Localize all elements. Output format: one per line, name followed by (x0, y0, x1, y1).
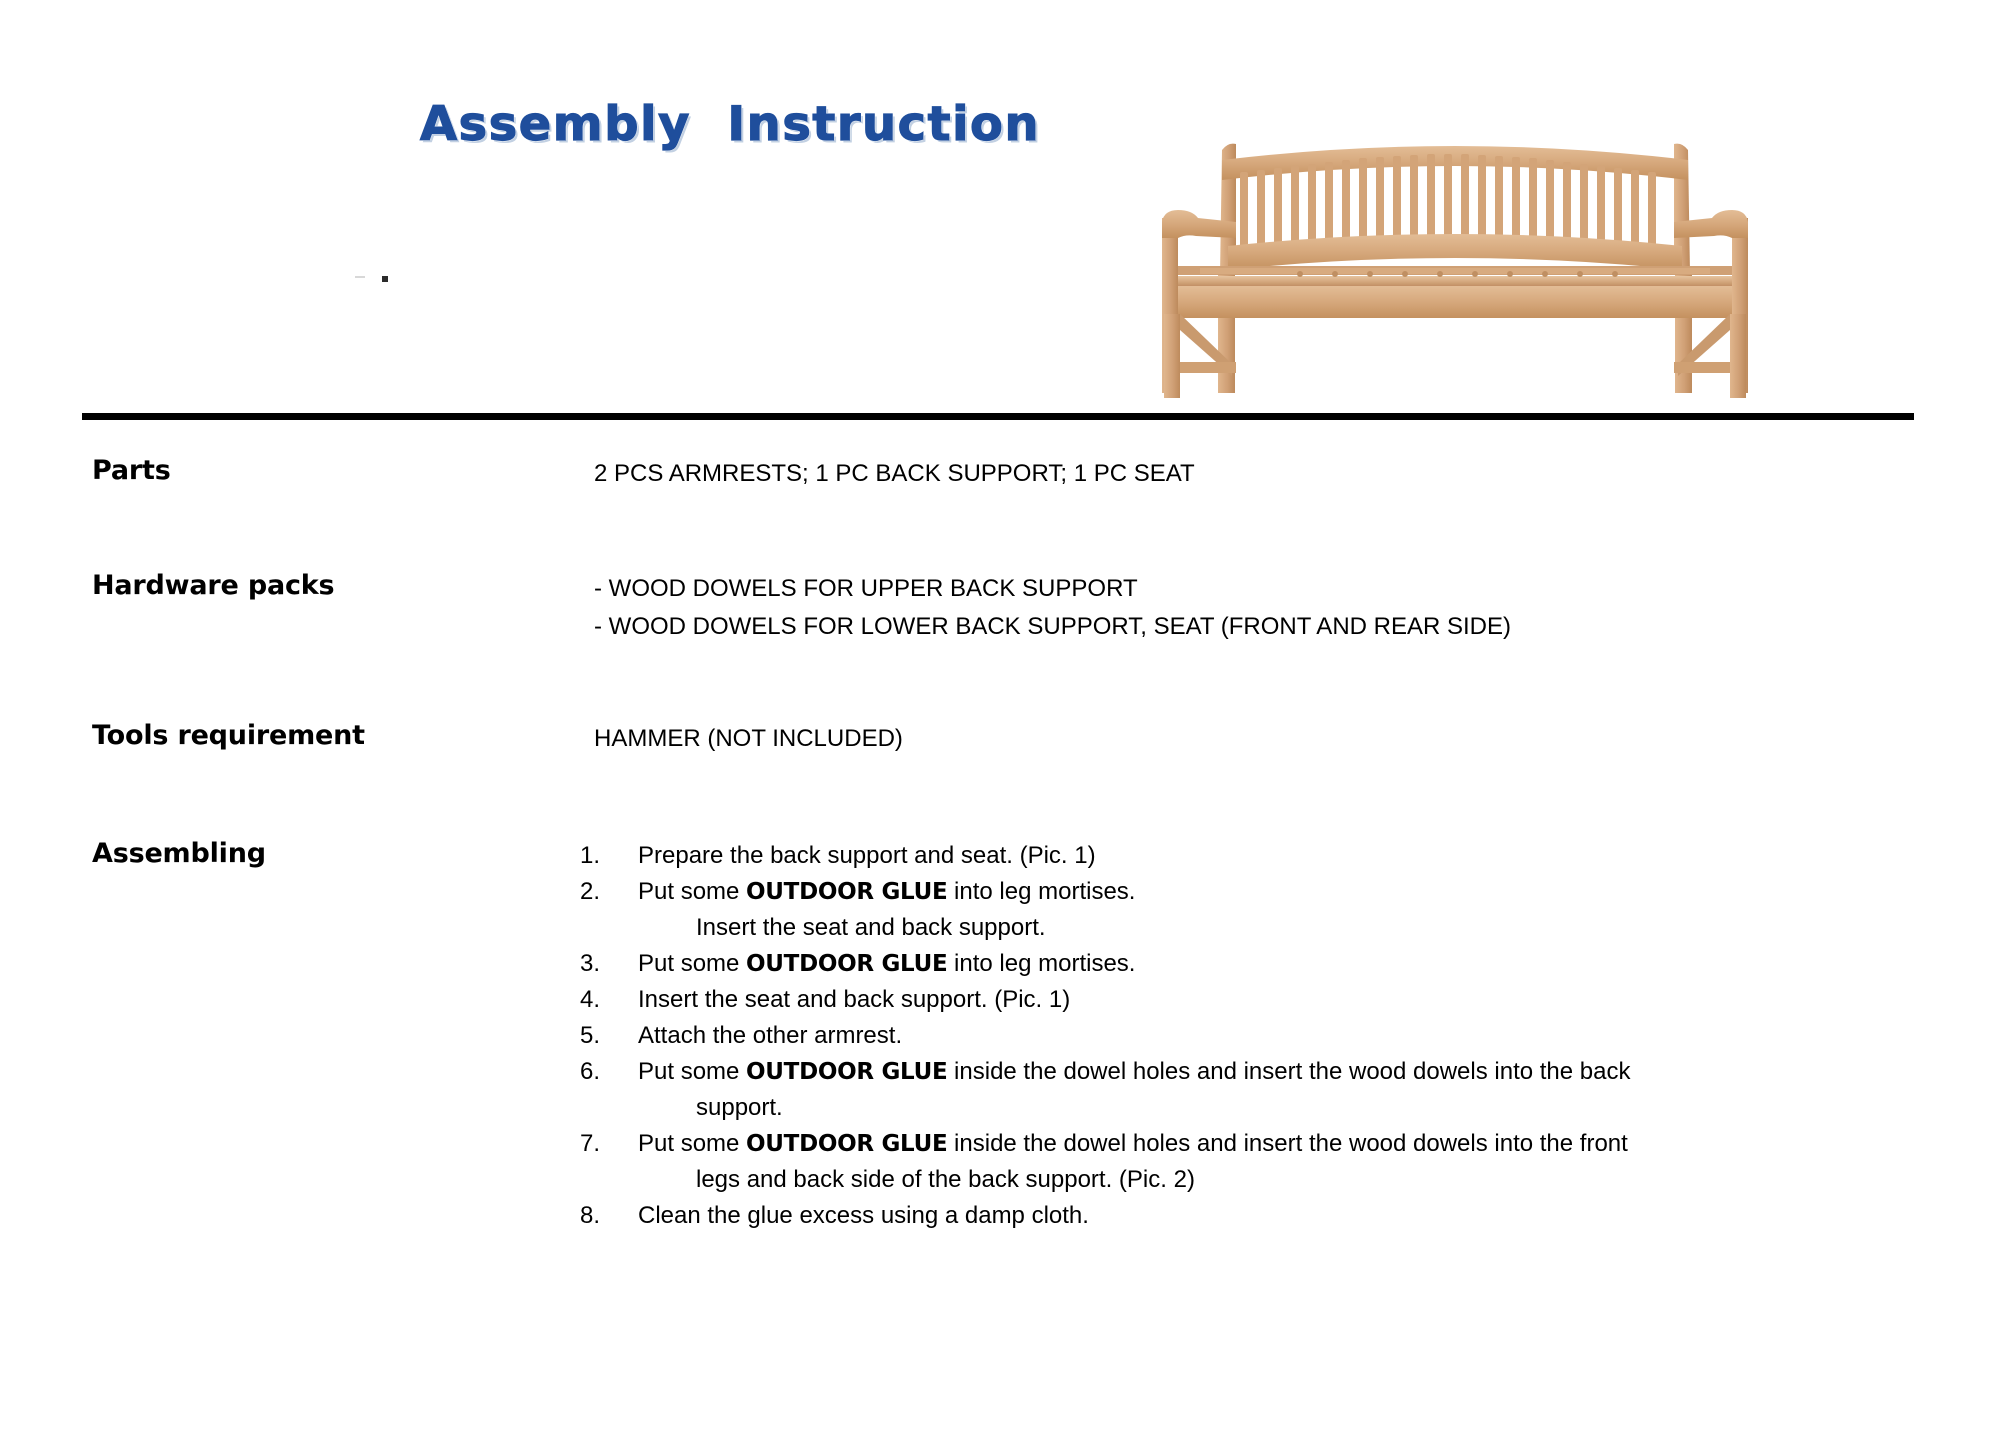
step-text-pre: Put some (638, 878, 747, 905)
hardware-packs-lines (594, 570, 1511, 646)
stray-mark-dash (355, 276, 365, 278)
assembling-steps-list (580, 838, 1920, 1234)
step-text (638, 946, 1920, 982)
step-number: 3. (580, 950, 601, 977)
assembling-step (580, 838, 1920, 874)
parts-label: Parts (92, 455, 171, 486)
assembling-step (580, 982, 1920, 1018)
assembling-label: Assembling (92, 838, 266, 869)
step-number: 1. (580, 842, 601, 869)
outdoor-glue-emphasis: OUTDOOR GLUE (746, 1059, 948, 1085)
step-number: 2. (580, 878, 601, 905)
outdoor-glue-emphasis: OUTDOOR GLUE (746, 951, 948, 977)
step-number: 4. (580, 986, 601, 1013)
step-text-post: inside the dowel holes and insert the wood dowels into the back (947, 1058, 1631, 1085)
assembling-step (580, 1198, 1920, 1234)
step-text-pre: Prepare the back support and seat. (Pic. 1) (638, 842, 1096, 869)
step-number: 7. (580, 1130, 601, 1157)
outdoor-glue-emphasis: OUTDOOR GLUE (746, 1131, 948, 1157)
step-text-pre: Put some (638, 1130, 747, 1157)
assembling-step (580, 1126, 1920, 1198)
step-text-pre: Put some (638, 950, 747, 977)
stray-mark-dot (382, 276, 388, 282)
step-number: 5. (580, 1022, 601, 1049)
assembling-step (580, 1054, 1920, 1126)
step-text (638, 874, 1920, 910)
teak-garden-bench-photo (1140, 118, 1770, 403)
assembling-step (580, 946, 1920, 982)
step-continuation-line: Insert the seat and back support. (696, 914, 1046, 941)
step-text-pre: Attach the other armrest. (638, 1022, 903, 1049)
step-text-pre: Insert the seat and back support. (Pic. 1) (638, 986, 1071, 1013)
hardware-line: - WOOD DOWELS FOR LOWER BACK SUPPORT, SEAT (FRONT AND REAR SIDE) (594, 613, 1512, 640)
step-text (638, 1018, 1920, 1054)
parts-value: 2 PCS ARMRESTS; 1 PC BACK SUPPORT; 1 PC SEAT (594, 460, 1195, 487)
assembling-step (580, 874, 1920, 946)
step-text-pre: Put some (638, 1058, 747, 1085)
step-text-post: into leg mortises. (947, 878, 1136, 905)
assembling-step (580, 1018, 1920, 1054)
step-text-post: into leg mortises. (947, 950, 1136, 977)
step-text (638, 1126, 1920, 1162)
step-text (638, 1198, 1920, 1234)
step-text-post: inside the dowel holes and insert the wood dowels into the front (947, 1130, 1628, 1157)
section-divider (82, 413, 1914, 420)
step-text (638, 838, 1920, 874)
step-text (638, 1054, 1920, 1090)
tools-requirement-label: Tools requirement (92, 720, 365, 751)
step-continuation-line: legs and back side of the back support. (Pic. 2) (696, 1166, 1195, 1193)
step-text-pre: Clean the glue excess using a damp cloth. (638, 1202, 1089, 1229)
step-continuation-line: support. (696, 1094, 783, 1121)
hardware-line: - WOOD DOWELS FOR UPPER BACK SUPPORT (594, 575, 1138, 602)
step-text (638, 982, 1920, 1018)
step-number: 8. (580, 1202, 601, 1229)
outdoor-glue-emphasis: OUTDOOR GLUE (746, 879, 948, 905)
tools-requirement-value: HAMMER (NOT INCLUDED) (594, 725, 903, 752)
step-number: 6. (580, 1058, 601, 1085)
page-title: Assembly Instruction (420, 97, 1041, 152)
hardware-packs-label: Hardware packs (92, 570, 335, 601)
